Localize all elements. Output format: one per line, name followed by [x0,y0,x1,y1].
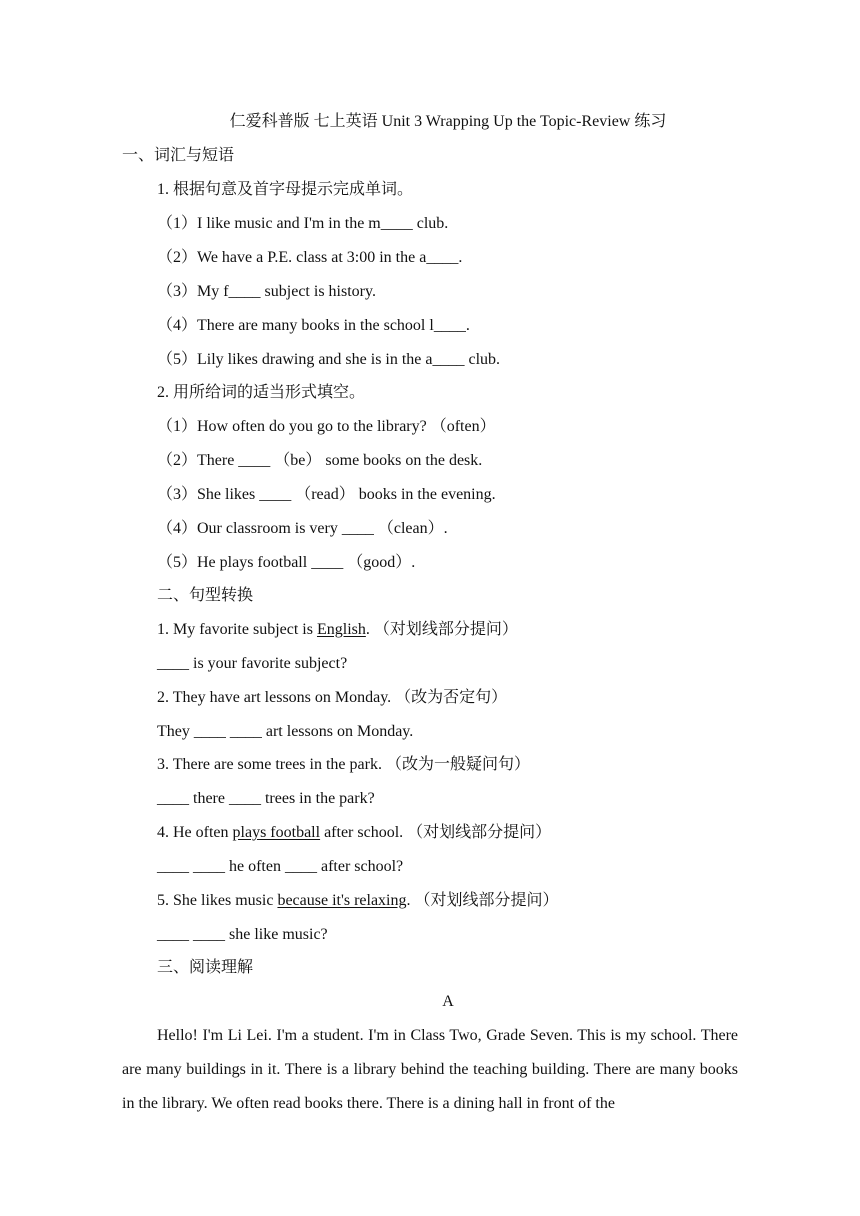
question-1-answer: ____ is your favorite subject? [157,655,348,672]
section2-heading: 二、句型转换 [157,587,254,604]
question-3-answer: ____ there ____ trees in the park? [157,790,375,807]
part2-item: （1）How often do you go to the library? （often） [157,418,496,435]
part2-instruction: 2. 用所给词的适当形式填空。 [157,384,366,401]
part2-item: （2）There ____ （be） some books on the desk. [157,452,483,469]
part1-item: （1）I like music and I'm in the m____ club. [157,215,449,232]
part2-item: （3）She likes ____ （read） books in the evening. [157,486,496,503]
question-4-after: after school. （对划线部分提问） [320,824,552,841]
part1-instruction: 1. 根据句意及首字母提示完成单词。 [157,181,414,198]
question-5-before: 5. She likes music [157,892,278,909]
question-4-before: 4. He often [157,824,233,841]
page-title: 仁爱科普版 七上英语 Unit 3 Wrapping Up the Topic-Review 练习 [229,113,667,130]
section1-heading: 一、词汇与短语 [122,147,235,164]
reading-passage: Hello! I'm Li Lei. I'm a student. I'm in Class Two, Grade Seven. This is my school. There are many buildings in it. There is a library behind the teaching building. There are many books in the library. We often read books there. There is a dining hall in front of the [122,1027,738,1112]
question-4-answer: ____ ____ he often ____ after school? [157,858,404,875]
question-1 [157,620,518,640]
question-5-underlined: because it's relaxing [277,892,407,909]
question-5-answer: ____ ____ she like music? [157,926,328,943]
part2-item: （5）He plays football ____ （good）. [157,554,416,571]
question-1-after: . （对划线部分提问） [365,621,518,638]
question-4-underlined: plays football [232,824,321,841]
question-2: 2. They have art lessons on Monday. （改为否定句） [157,689,508,706]
passage-label: A [442,993,454,1010]
part1-item: （4）There are many books in the school l____. [157,317,470,334]
part1-item: （2）We have a P.E. class at 3:00 in the a____. [157,249,463,266]
part2-item: （4）Our classroom is very ____ （clean）. [157,520,448,537]
section3-heading: 三、阅读理解 [157,959,254,976]
question-3: 3. There are some trees in the park. （改为一般疑问句） [157,756,530,773]
part1-item: （3）My f____ subject is history. [157,283,376,300]
question-5 [157,891,559,911]
part1-item: （5）Lily likes drawing and she is in the a____ club. [157,351,501,368]
question-4 [157,823,551,843]
question-1-before: 1. My favorite subject is [157,621,317,638]
question-2-answer: They ____ ____ art lessons on Monday. [157,723,414,740]
question-1-underlined: English [316,621,366,638]
question-5-after: . （对划线部分提问） [406,892,559,909]
